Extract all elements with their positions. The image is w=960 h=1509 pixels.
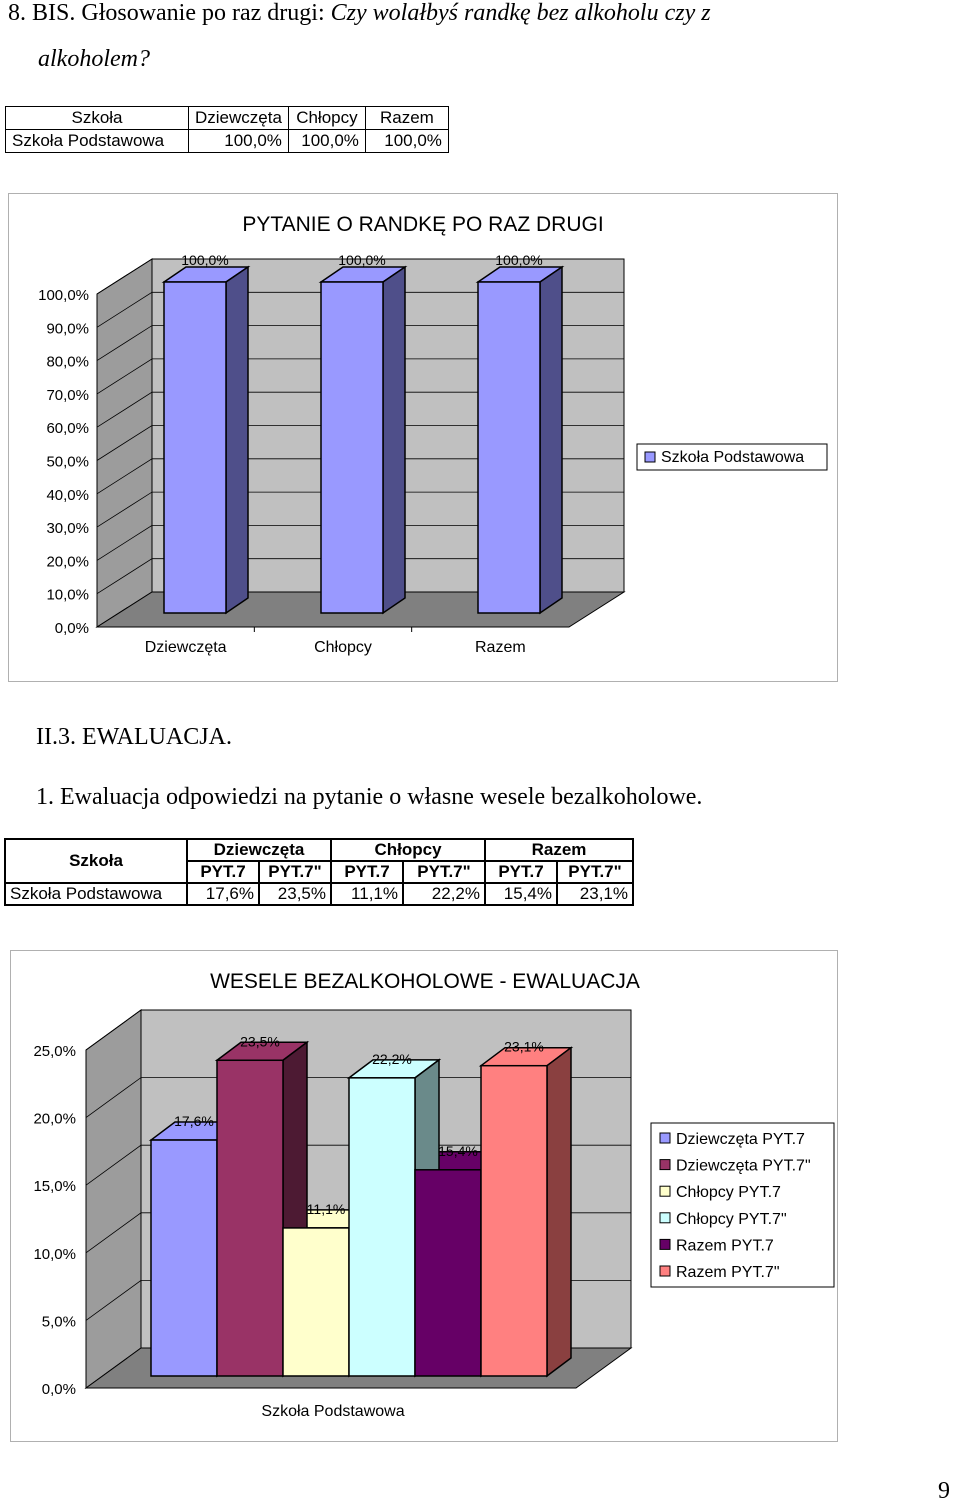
chart-randka-svg [9, 194, 837, 681]
section-8-number: 8. BIS. [8, 0, 76, 26]
legend-swatch [660, 1213, 670, 1223]
table-header-cell: Razem [365, 107, 448, 130]
bar [349, 1078, 415, 1376]
table-subheader: PYT.7 [187, 861, 259, 883]
y-tick-label: 90,0% [46, 320, 89, 338]
legend-label: Chłopcy PYT.7 [676, 1184, 781, 1202]
bar [415, 1170, 481, 1376]
bar-side [226, 267, 248, 613]
bar [321, 282, 383, 613]
table-row [6, 130, 449, 153]
bar-data-label: 23,5% [240, 1033, 280, 1050]
chart-title: PYTANIE O RANDKĘ PO RAZ DRUGI [242, 213, 604, 236]
table-header-group: Dziewczęta [187, 839, 331, 861]
y-tick-label: 70,0% [46, 386, 89, 404]
table-subheader: PYT.7" [403, 861, 485, 883]
legend-label: Szkoła Podstawowa [661, 449, 805, 466]
y-tick-label: 25,0% [33, 1043, 76, 1060]
bar [217, 1060, 283, 1376]
x-tick-label: Razem [474, 639, 526, 656]
bar [283, 1228, 349, 1376]
bar-data-label: 23,1% [504, 1038, 544, 1055]
page-number: 9 [938, 1478, 950, 1504]
y-tick-label: 20,0% [33, 1110, 76, 1128]
table-cell: 15,4% [485, 883, 557, 905]
table-cell-school: Szkoła Podstawowa [6, 130, 189, 153]
bar-data-label: 22,2% [372, 1050, 412, 1067]
table-header-cell: Dziewczęta [189, 107, 289, 130]
chart-title: WESELE BEZALKOHOLOWE - EWALUACJA [210, 970, 640, 993]
table-cell: 17,6% [187, 883, 259, 905]
table-subheader: PYT.7" [259, 861, 331, 883]
section-8-heading [8, 0, 711, 27]
y-tick-label: 0,0% [41, 1381, 76, 1398]
table-subheader: PYT.7 [485, 861, 557, 883]
x-tick-label: Chłopcy [314, 639, 372, 656]
legend-swatch [645, 452, 655, 462]
bar [481, 1066, 547, 1376]
legend-swatch [660, 1266, 670, 1276]
table-header-group: Chłopcy [331, 839, 485, 861]
table-wesele [4, 838, 634, 906]
bar-data-label: 15,4% [438, 1142, 478, 1159]
table-header-school: Szkoła [5, 839, 187, 883]
y-tick-label: 20,0% [46, 553, 89, 571]
table-cell: 100,0% [288, 130, 365, 153]
bar [151, 1140, 217, 1376]
section-8-question: Czy wolałbyś randkę bez alkoholu czy z [330, 0, 711, 26]
y-tick-label: 40,0% [46, 486, 89, 504]
table-header-row [5, 839, 633, 861]
y-tick-label: 60,0% [46, 420, 89, 438]
y-tick-label: 80,0% [46, 353, 89, 371]
bar-data-label: 11,1% [306, 1200, 346, 1217]
legend-label: Razem PYT.7" [676, 1264, 780, 1281]
table-header-cell: Szkoła [6, 107, 189, 130]
table-cell: 100,0% [365, 130, 448, 153]
section-8-question-line2: alkoholem? [38, 46, 150, 72]
table-subheader: PYT.7" [557, 861, 633, 883]
table-subheader: PYT.7 [331, 861, 403, 883]
section-ii3-heading: II.3. EWALUACJA. [36, 724, 232, 750]
table-randka [5, 106, 449, 153]
bar-data-label: 17,6% [174, 1113, 214, 1130]
table-cell: 11,1% [331, 883, 403, 905]
table-cell: 23,5% [259, 883, 331, 905]
legend-swatch [660, 1186, 670, 1196]
x-tick-label: Szkoła Podstawowa [261, 1403, 405, 1420]
y-tick-label: 100,0% [38, 287, 89, 304]
bar-side [383, 267, 405, 613]
chart-side-wall [86, 1010, 141, 1388]
table-header-row [6, 107, 449, 130]
legend-label: Dziewczęta PYT.7" [676, 1157, 811, 1175]
bar-side [540, 267, 562, 613]
y-tick-label: 10,0% [46, 586, 89, 604]
table-header-cell: Chłopcy [288, 107, 365, 130]
section-1-heading: 1. Ewaluacja odpowiedzi na pytanie o własne wesele bezalkoholowe. [36, 784, 703, 810]
y-tick-label: 10,0% [33, 1245, 76, 1263]
bar-data-label: 100,0% [495, 252, 543, 268]
y-tick-label: 0,0% [54, 620, 89, 637]
table-header-group: Razem [485, 839, 633, 861]
legend-label: Razem PYT.7 [676, 1237, 774, 1255]
legend-label: Dziewczęta PYT.7 [676, 1131, 805, 1148]
bar-data-label: 100,0% [181, 252, 229, 268]
y-tick-label: 30,0% [46, 520, 89, 538]
chart-randka [8, 193, 838, 682]
chart-wesele-svg [11, 951, 837, 1441]
chart-wesele [10, 950, 838, 1442]
legend-swatch [660, 1239, 670, 1249]
legend-swatch [660, 1160, 670, 1170]
y-tick-label: 15,0% [33, 1178, 76, 1196]
table-row [5, 883, 633, 905]
table-cell-school: Szkoła Podstawowa [5, 883, 187, 905]
legend-swatch [660, 1133, 670, 1143]
section-8-lead: Głosowanie po raz drugi: [81, 0, 325, 26]
bar [164, 282, 226, 613]
section-8-question-cont [38, 46, 150, 73]
y-tick-label: 50,0% [46, 453, 89, 471]
bar-side [547, 1048, 571, 1376]
table-cell: 22,2% [403, 883, 485, 905]
bar-data-label: 100,0% [338, 252, 386, 268]
y-tick-label: 5,0% [41, 1313, 76, 1331]
table-cell: 23,1% [557, 883, 633, 905]
x-tick-label: Dziewczęta [144, 639, 227, 656]
table-cell: 100,0% [189, 130, 289, 153]
bar [478, 282, 540, 613]
legend-label: Chłopcy PYT.7" [676, 1210, 787, 1228]
